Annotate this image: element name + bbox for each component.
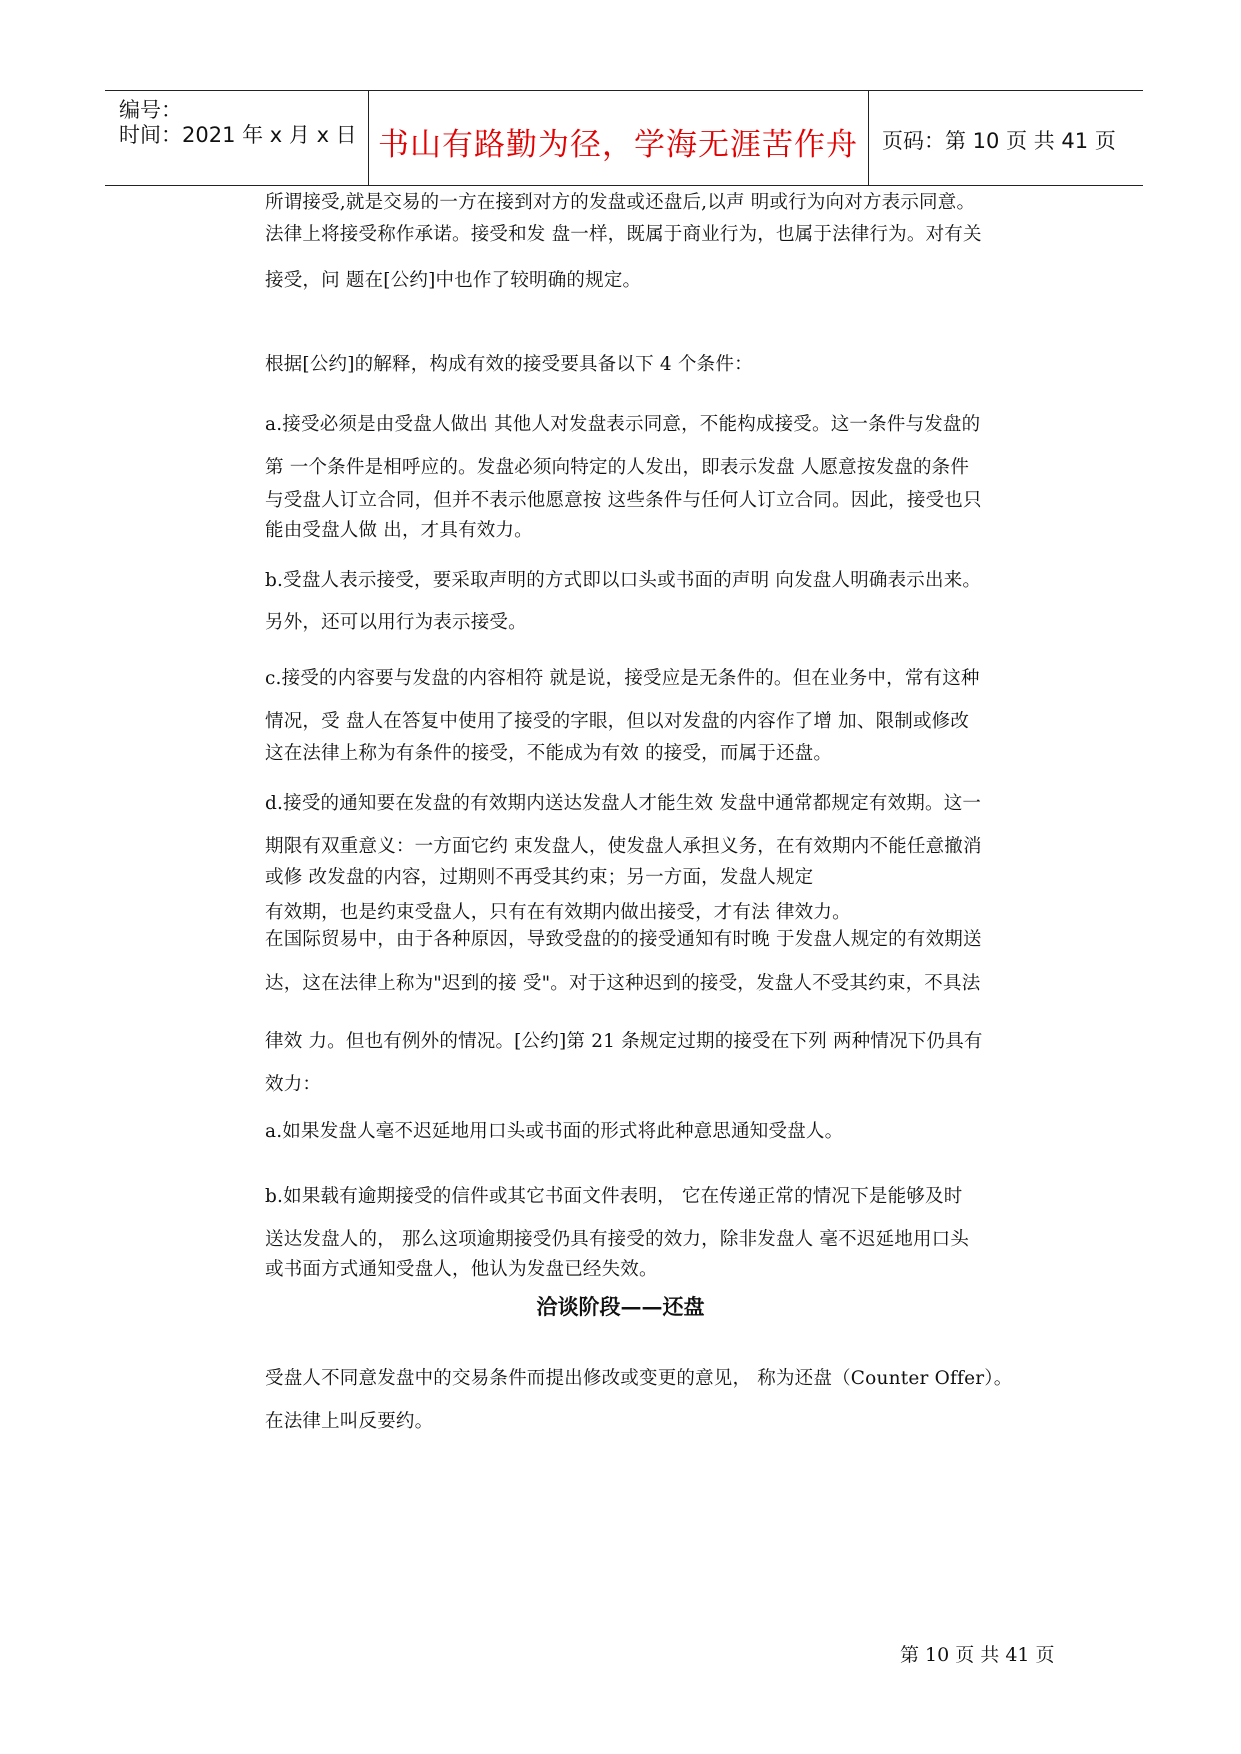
text-line: 或修 改发盘的内容，过期则不再受其约束；另一方面，发盘人规定: [265, 867, 814, 888]
text-line: 接受，问 题在[公约]中也作了较明确的规定。: [265, 270, 642, 291]
header-page-number: 页码：第 10 页 共 41 页: [882, 129, 1116, 153]
text-line: 或书面方式通知受盘人，他认为发盘已经失效。: [265, 1259, 658, 1280]
text-line: 达，这在法律上称为"迟到的接 受"。对于这种迟到的接受，发盘人不受其约束，不具法: [265, 973, 981, 994]
header-motto-cell: [368, 91, 869, 185]
text-line: 在法律上叫反要约。: [265, 1411, 434, 1432]
text-line: 有效期，也是约束受盘人，只有在有效期内做出接受，才有法 律效力。: [265, 902, 851, 923]
text-line: 能由受盘人做 出，才具有效力。: [265, 520, 533, 541]
text-line: 法律上将接受称作承诺。接受和发 盘一样，既属于商业行为，也属于法律行为。对有关: [265, 224, 982, 245]
document-time-label: 时间：2021 年 x 月 x 日: [119, 123, 357, 147]
page-header: [105, 90, 1143, 186]
text-line: 第 一个条件是相呼应的。发盘必须向特定的人发出，即表示发盘 人愿意按发盘的条件: [265, 457, 970, 478]
text-line: a.接受必须是由受盘人做出 其他人对发盘表示同意，不能构成接受。这一条件与发盘的: [265, 414, 981, 435]
header-motto: 书山有路勤为径，学海无涯苦作舟: [378, 127, 858, 163]
text-line: 送达发盘人的， 那么这项逾期接受仍具有接受的效力，除非发盘人 毫不迟延地用口头: [265, 1229, 970, 1250]
text-line: 另外，还可以用行为表示接受。: [265, 612, 527, 633]
section-heading: 洽谈阶段——还盘: [536, 1294, 705, 1319]
header-page-cell: [868, 91, 1143, 185]
text-line: 所谓接受,就是交易的一方在接到对方的发盘或还盘后,以声 明或行为向对方表示同意。: [265, 192, 976, 213]
text-line: 这在法律上称为有条件的接受，不能成为有效 的接受，而属于还盘。: [265, 743, 833, 764]
text-line: 受盘人不同意发盘中的交易条件而提出修改或变更的意见， 称为还盘（Counter Offer）。: [265, 1368, 1013, 1389]
text-line: a.如果发盘人毫不迟延地用口头或书面的形式将此种意思通知受盘人。: [265, 1121, 844, 1142]
header-info-cell: [105, 91, 369, 185]
page-footer: 第 10 页 共 41 页: [900, 1644, 1055, 1666]
text-line: 律效 力。但也有例外的情况。[公约]第 21 条规定过期的接受在下列 两种情况下仍具有: [265, 1031, 983, 1052]
text-line: b.如果载有逾期接受的信件或其它书面文件表明， 它在传递正常的情况下是能够及时: [265, 1186, 963, 1207]
text-line: 根据[公约]的解释，构成有效的接受要具备以下 4 个条件：: [265, 354, 753, 375]
text-line: 与受盘人订立合同，但并不表示他愿意按 这些条件与任何人订立合同。因此，接受也只: [265, 490, 982, 511]
text-line: 情况，受 盘人在答复中使用了接受的字眼，但以对发盘的内容作了增 加、限制或修改: [265, 711, 970, 732]
text-line: 期限有双重意义：一方面它约 束发盘人，使发盘人承担义务，在有效期内不能任意撤消: [265, 836, 982, 857]
document-number-label: 编号：: [119, 98, 182, 122]
text-line: 效力：: [265, 1074, 322, 1095]
text-line: b.受盘人表示接受，要采取声明的方式即以口头或书面的声明 向发盘人明确表示出来。: [265, 570, 982, 591]
text-line: 在国际贸易中，由于各种原因，导致受盘的的接受通知有时晚 于发盘人规定的有效期送: [265, 929, 982, 950]
text-line: d.接受的通知要在发盘的有效期内送达发盘人才能生效 发盘中通常都规定有效期。这一: [265, 793, 982, 814]
text-line: c.接受的内容要与发盘的内容相符 就是说，接受应是无条件的。但在业务中，常有这种: [265, 668, 980, 689]
